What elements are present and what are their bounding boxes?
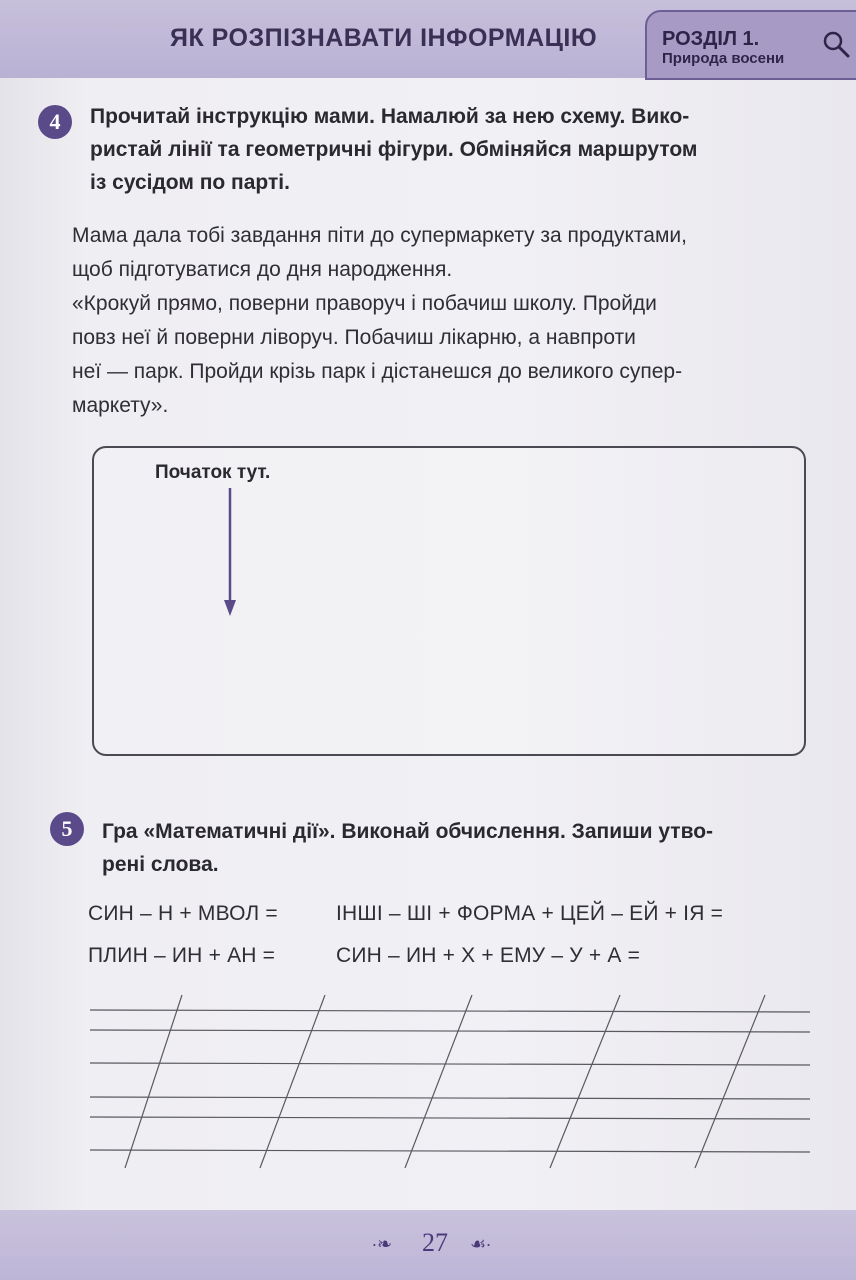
story-line: повз неї й поверни ліворуч. Побачиш лікарню, а навпроти (72, 326, 636, 349)
section-label: РОЗДІЛ 1. (662, 28, 760, 50)
section-subtitle: Природа восени (662, 50, 785, 67)
ornament-icon: ∙❧ (372, 1234, 393, 1254)
equation-2: ІНШІ – ШІ + ФОРМА + ЦЕЙ – ЕЙ + ІЯ = (336, 902, 724, 925)
story-line: Мама дала тобі завдання піти до супермаркету за продуктами, (72, 224, 687, 247)
down-arrow-icon (218, 488, 242, 618)
page-title: ЯК РОЗПІЗНАВАТИ ІНФОРМАЦІЮ (170, 24, 598, 52)
route-drawing-box[interactable] (92, 446, 806, 756)
task-number-badge: 5 (50, 812, 84, 846)
equation-1: СИН – Н + МВОЛ = (88, 902, 278, 925)
task-number-badge: 4 (38, 105, 72, 139)
task4-instruction-line: Прочитай інструкцію мами. Намалюй за нею схему. Вико- (90, 105, 690, 128)
magnifier-icon (822, 30, 850, 58)
start-label: Початок тут. (155, 462, 271, 483)
story-line: маркету». (72, 394, 169, 417)
page-number: 27 (422, 1228, 448, 1257)
task4-instruction-line: ристай лінії та геометричні фігури. Обміняйся маршрутом (90, 138, 698, 161)
ornament-icon: ☙∙ (470, 1234, 492, 1254)
task4-instruction-line: із сусідом по парті. (90, 171, 290, 194)
equation-4: СИН – ИН + Х + ЕМУ – У + А = (336, 944, 641, 967)
story-line: щоб підготуватися до дня народження. (72, 258, 453, 281)
task5-instruction (102, 815, 822, 881)
story-line: «Крокуй прямо, поверни праворуч і побачиш школу. Пройди (72, 292, 657, 315)
task4-instruction (90, 100, 820, 199)
story-line: неї — парк. Пройди крізь парк і дістанешся до великого супер- (72, 360, 683, 383)
equation-3: ПЛИН – ИН + АН = (88, 944, 276, 967)
task5-instruction-line: рені слова. (102, 853, 219, 876)
handwriting-lines[interactable] (85, 990, 815, 1175)
task4-story (72, 219, 820, 423)
task5-instruction-line: Гра «Математичні дії». Виконай обчислення. Запиши утво- (102, 820, 714, 843)
